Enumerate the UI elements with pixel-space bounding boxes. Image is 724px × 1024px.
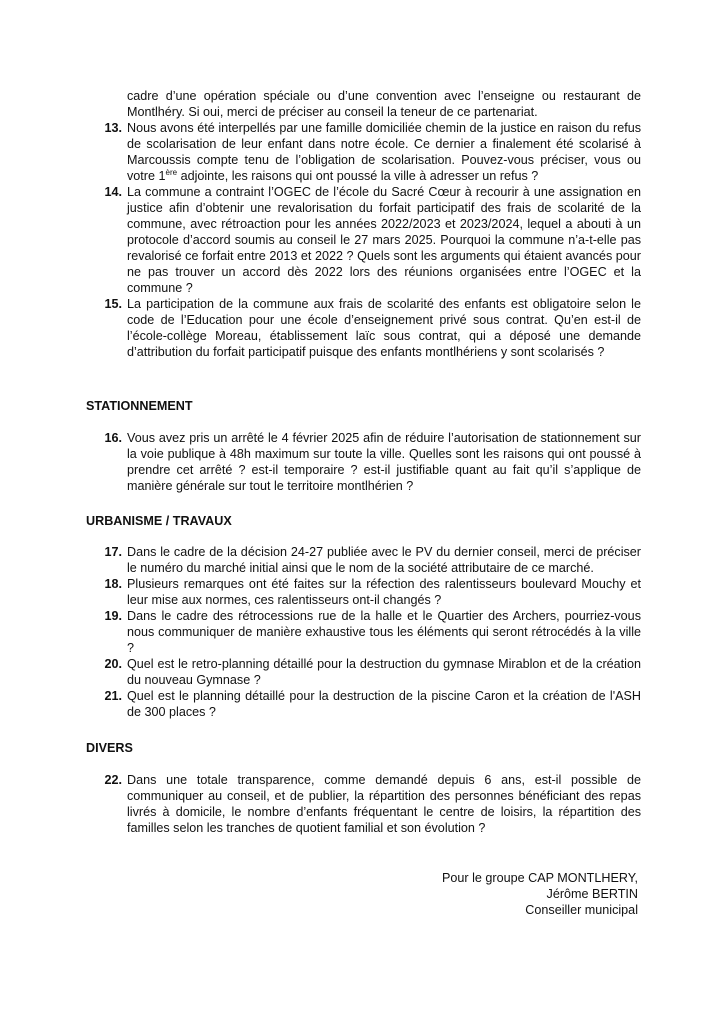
question-text: La participation de la commune aux frais de scolarité des enfants est obligatoire selon le code de l’Education pour une école d’enseignement privé sous contrat. Qu’en est-il de l’école-collège Moreau, établissement laïc sous contrat, qui a déposé une demande d’attribution du forfait participatif puisque des enfants montlhériens y sont scolarisés ? xyxy=(127,297,641,359)
question-number: 19. xyxy=(104,609,122,623)
question-text: Quel est le planning détaillé pour la destruction de la piscine Caron et la création de l'ASH de 300 places ? xyxy=(127,689,641,719)
question-number: 22. xyxy=(104,773,122,787)
question-item xyxy=(86,296,641,360)
signature-name: Jérôme BERTIN xyxy=(546,887,638,901)
question-number: 16. xyxy=(104,431,122,445)
question-text: Quel est le retro-planning détaillé pour la destruction du gymnase Mirablon et de la création du nouveau Gymnase ? xyxy=(127,657,641,687)
question-text: Plusieurs remarques ont été faites sur la réfection des ralentisseurs boulevard Mouchy et leur mise aux normes, ces ralentisseurs ont-il changés ? xyxy=(127,577,641,607)
question-item xyxy=(86,430,641,494)
question-text: Dans le cadre de la décision 24-27 publiée avec le PV du dernier conseil, merci de préciser le numéro du marché initial ainsi que le nom de la société attributaire de ce marché. xyxy=(127,545,641,575)
continuation-text: cadre d’une opération spéciale ou d’une convention avec l’enseigne ou restaurant de Montlhéry. Si oui, merci de préciser au conseil la teneur de ce partenariat. xyxy=(127,89,641,119)
question-number: 17. xyxy=(104,545,122,559)
question-number: 14. xyxy=(104,185,122,199)
question-item xyxy=(86,120,641,184)
section-heading-stationnement: STATIONNEMENT xyxy=(86,399,193,413)
question-number: 13. xyxy=(104,121,122,135)
question-number: 15. xyxy=(104,297,122,311)
question-text: Dans une totale transparence, comme demandé depuis 6 ans, est-il possible de communiquer au conseil, et de publier, la répartition des personnes bénéficiant des repas livrés à domicile, le nombre d’enfants fréquentant le centre de loisirs, la répartition des familles selon les tranches de quotient familial et son évolution ? xyxy=(127,773,641,835)
continuation-paragraph xyxy=(86,88,641,120)
question-text: Vous avez pris un arrêté le 4 février 2025 afin de réduire l’autorisation de stationnement sur la voie publique à 48h maximum sur toute la ville. Quelles sont les raisons qui ont poussé à prendre cet arrêté ? est-il temporaire ? est-il justifiable quant au fait qu’il s’applique de manière générale sur tout le territoire montlhérien ? xyxy=(127,431,641,493)
question-text: La commune a contraint l’OGEC de l’école du Sacré Cœur à recourir à une assignation en justice afin d’obtenir une revalorisation du forfait participatif des frais de scolarité de la commune, avec rétroaction pour les années 2022/2023 et 2023/2024, lequel a abouti à un protocole d’accord soumis au conseil le 27 mars 2025. Pourquoi la commune n’a-t-elle pas revalorisé ce forfait entre 2013 et 2022 ? Quels sont les arguments qui étaient avancés pour ne pas trouver un accord dès 2022 lors des réunions organisées entre l’OGEC et la commune ? xyxy=(127,185,641,295)
question-list-divers xyxy=(86,772,641,836)
question-item xyxy=(86,184,641,296)
question-list-ecoles xyxy=(86,120,641,360)
question-text: Nous avons été interpellés par une famille domiciliée chemin de la justice en raison du refus de scolarisation de leur enfant dans notre école. Ce dernier a finalement été scolarisé à Marcoussis compte tenu de l’obligation de scolarisation. Pouvez-vous préciser, vous ou votre 1ère adjointe, les raisons qui ont poussé la ville à adresser un refus ? xyxy=(127,121,641,183)
question-item xyxy=(86,688,641,720)
section-heading-divers: DIVERS xyxy=(86,741,133,755)
question-item xyxy=(86,656,641,688)
question-list-stationnement xyxy=(86,430,641,494)
question-item xyxy=(86,772,641,836)
question-item xyxy=(86,576,641,608)
question-item xyxy=(86,608,641,656)
signature-group: Pour le groupe CAP MONTLHERY, xyxy=(442,871,638,885)
section-heading-urbanisme: URBANISME / TRAVAUX xyxy=(86,514,232,528)
signature-block xyxy=(442,870,638,918)
question-text: Dans le cadre des rétrocessions rue de la halle et le Quartier des Archers, pourriez-vous nous communiquer de manière exhaustive tous les éléments qui seront rétrocédés à la ville ? xyxy=(127,609,641,655)
question-number: 18. xyxy=(104,577,122,591)
question-list-urbanisme xyxy=(86,544,641,720)
question-number: 20. xyxy=(104,657,122,671)
signature-title: Conseiller municipal xyxy=(525,903,638,917)
question-item xyxy=(86,544,641,576)
question-number: 21. xyxy=(104,689,122,703)
